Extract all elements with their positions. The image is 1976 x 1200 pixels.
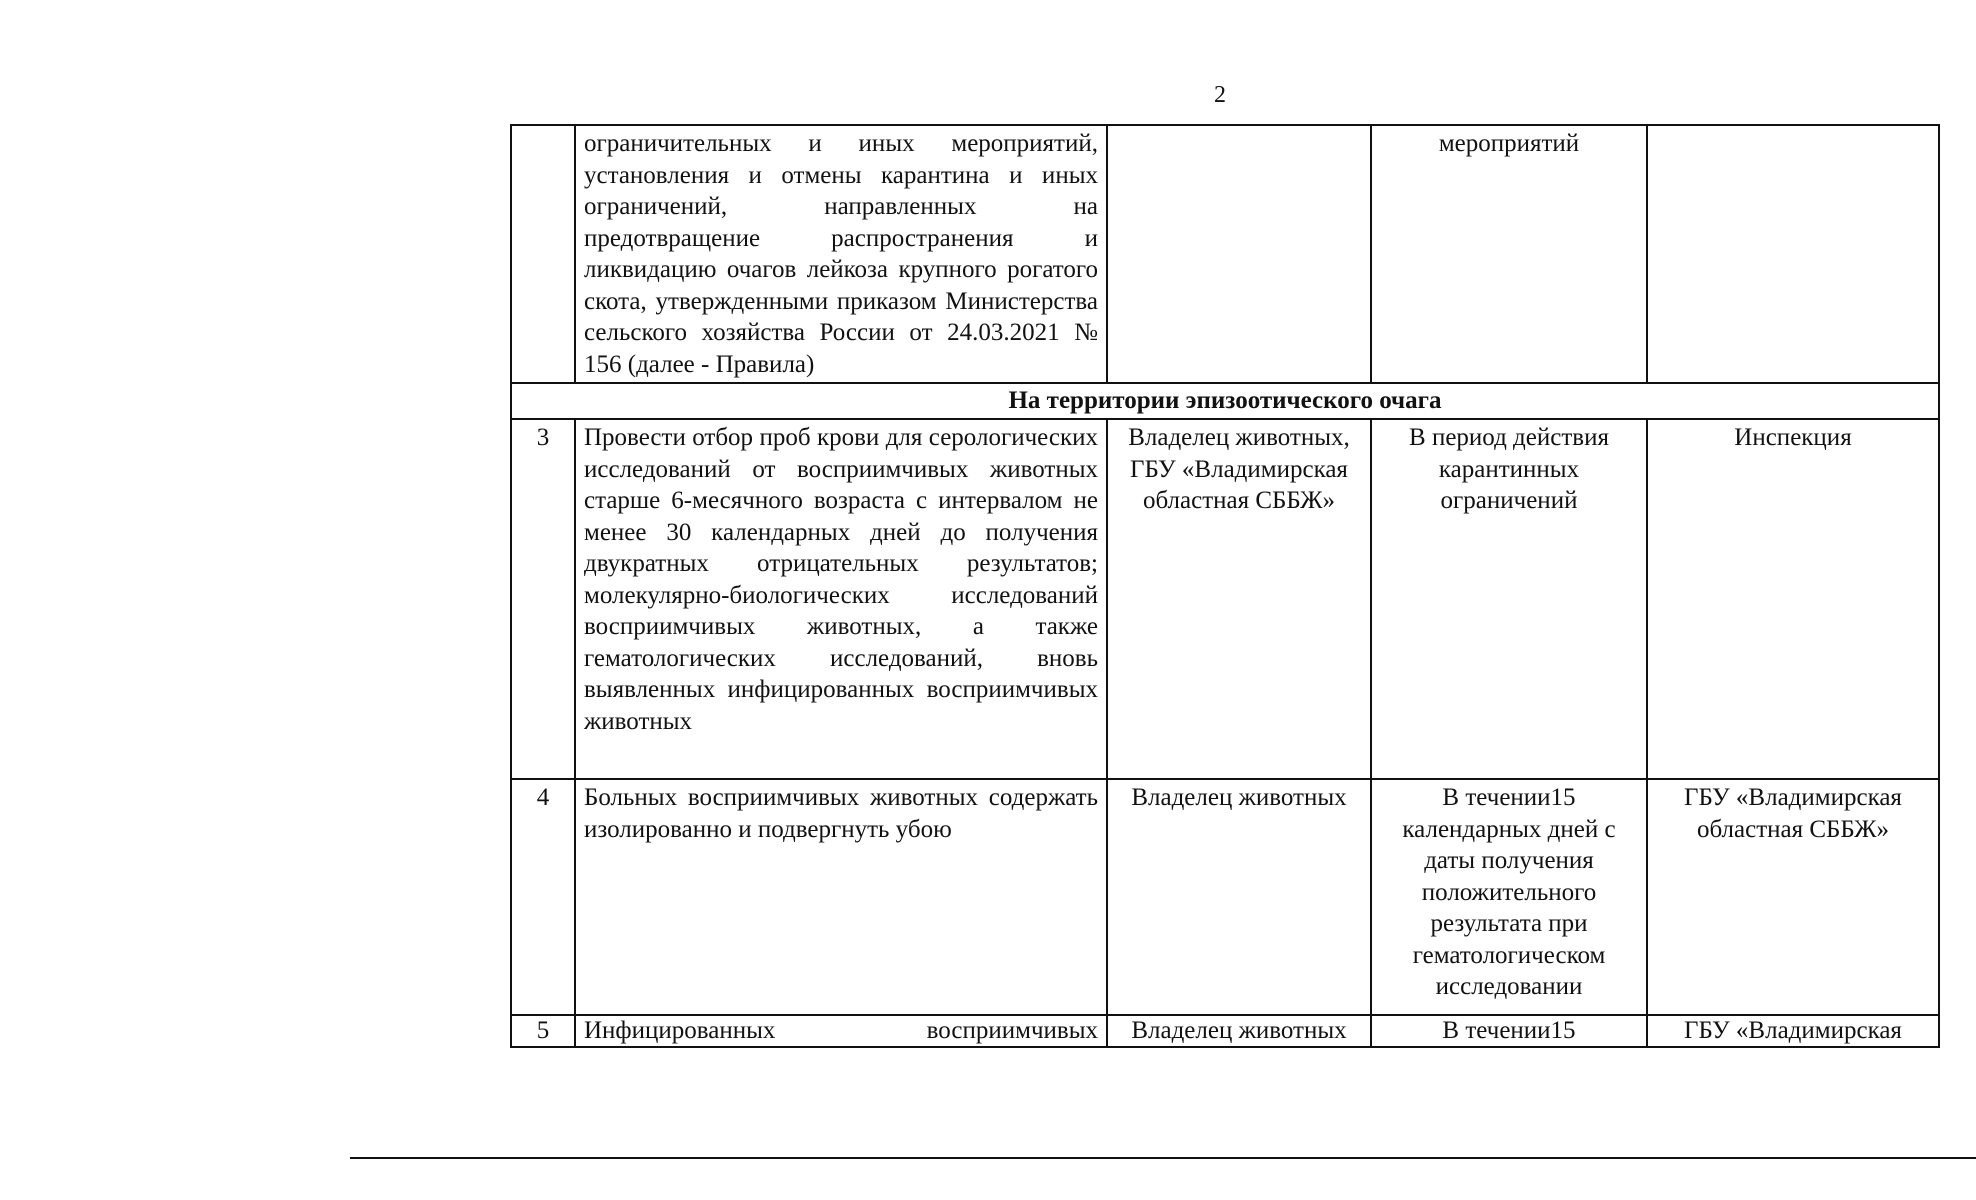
table-row xyxy=(511,1015,1939,1047)
section-heading: На территории эпизоотического очага xyxy=(511,383,1939,419)
cell-executor: Владелец животных xyxy=(1107,1015,1371,1047)
cell-number: 5 xyxy=(511,1015,575,1047)
cell-control: ГБУ «Владимирская xyxy=(1647,1015,1939,1047)
cell-control: Инспекция xyxy=(1647,419,1939,779)
cell-number: 3 xyxy=(511,419,575,779)
page-bottom-rule xyxy=(350,1157,1976,1159)
cell-deadline: В течении15 календарных дней с даты получения положительного результата при гематологическом исследовании xyxy=(1371,779,1647,1015)
cell-deadline: В период действия карантинных ограничений xyxy=(1371,419,1647,779)
cell-executor: Владелец животных xyxy=(1107,779,1371,1015)
cell-executor xyxy=(1107,125,1371,383)
cell-description: Больных восприимчивых животных содержать изолированно и подвергнуть убою xyxy=(575,779,1107,1015)
table-row xyxy=(511,779,1939,1015)
section-heading-row xyxy=(511,383,1939,419)
cell-deadline: мероприятий xyxy=(1371,125,1647,383)
cell-number xyxy=(511,125,575,383)
cell-control xyxy=(1647,125,1939,383)
cell-description: Инфицированных восприимчивых xyxy=(575,1015,1107,1047)
table-row-continued xyxy=(511,125,1939,383)
cell-description: Провести отбор проб крови для серологических исследований от восприимчивых животных старше 6-месячного возраста с интервалом не менее 30 календарных дней до получения двукратных отрицательных результатов; молекулярно-биологических исследований восприимчивых животных, а также гематологических исследований, вновь выявленных инфицированных восприимчивых животных xyxy=(575,419,1107,779)
cell-control: ГБУ «Владимирская областная СББЖ» xyxy=(1647,779,1939,1015)
measures-table xyxy=(510,124,1940,1048)
cell-description: ограничительных и иных мероприятий, установления и отмены карантина и иных ограничений, направленных на предотвращение распространения и ликвидацию очагов лейкоза крупного рогатого скота, утвержденными приказом Министерства сельского хозяйства России от 24.03.2021 № 156 (далее - Правила) xyxy=(575,125,1107,383)
cell-deadline: В течении15 xyxy=(1371,1015,1647,1047)
page-number: 2 xyxy=(1214,82,1226,108)
table-row xyxy=(511,419,1939,779)
cell-number: 4 xyxy=(511,779,575,1015)
cell-executor: Владелец животных, ГБУ «Владимирская областная СББЖ» xyxy=(1107,419,1371,779)
